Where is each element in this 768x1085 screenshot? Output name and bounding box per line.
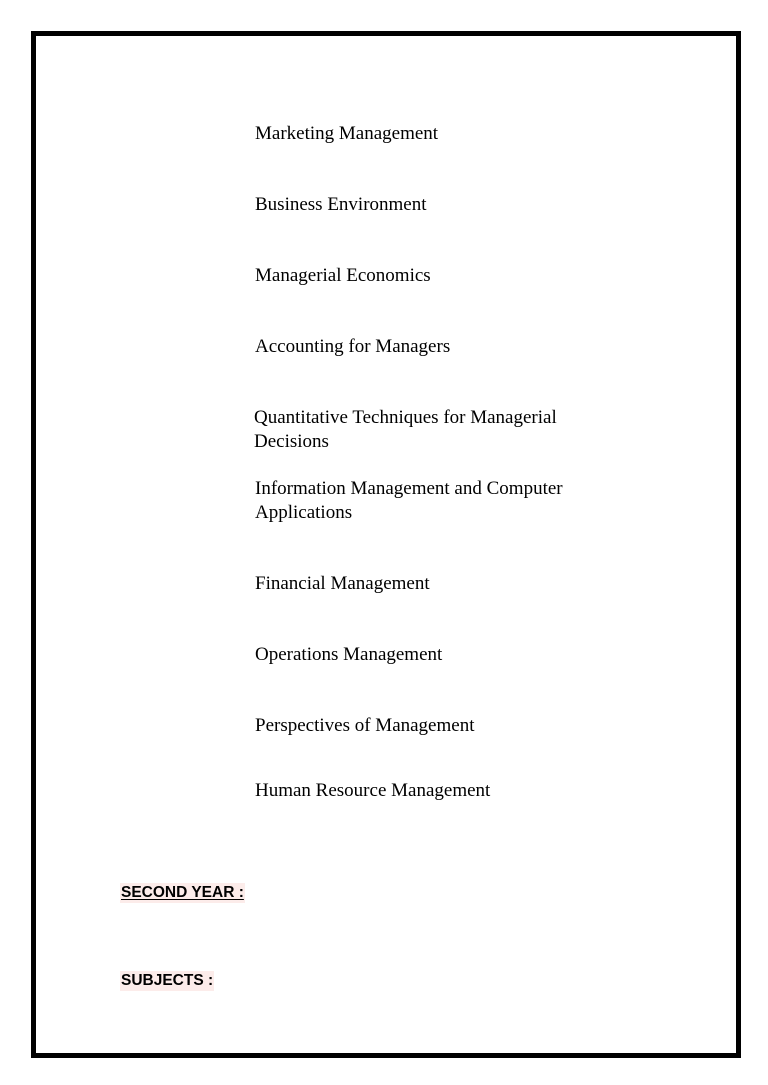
subject-item-quantitative-techniques: Quantitative Techniques for Managerial Decisions (254, 407, 557, 452)
subject-item-business-environment: Business Environment (255, 194, 427, 215)
subject-item-information-management: Information Management and Computer Applications (255, 478, 563, 523)
subject-item-marketing-management: Marketing Management (255, 123, 439, 144)
subject-item-accounting-for-managers: Accounting for Managers (255, 336, 451, 357)
subjects-heading: SUBJECTS : (121, 972, 214, 989)
subject-item-perspectives-of-management: Perspectives of Management (255, 715, 475, 736)
subject-item-human-resource-management: Human Resource Management (255, 780, 491, 801)
second-year-heading: SECOND YEAR : (121, 884, 244, 901)
subject-item-operations-management: Operations Management (255, 644, 443, 665)
subject-item-managerial-economics: Managerial Economics (255, 265, 431, 286)
page-frame (31, 31, 741, 1058)
subject-item-financial-management: Financial Management (255, 573, 430, 594)
